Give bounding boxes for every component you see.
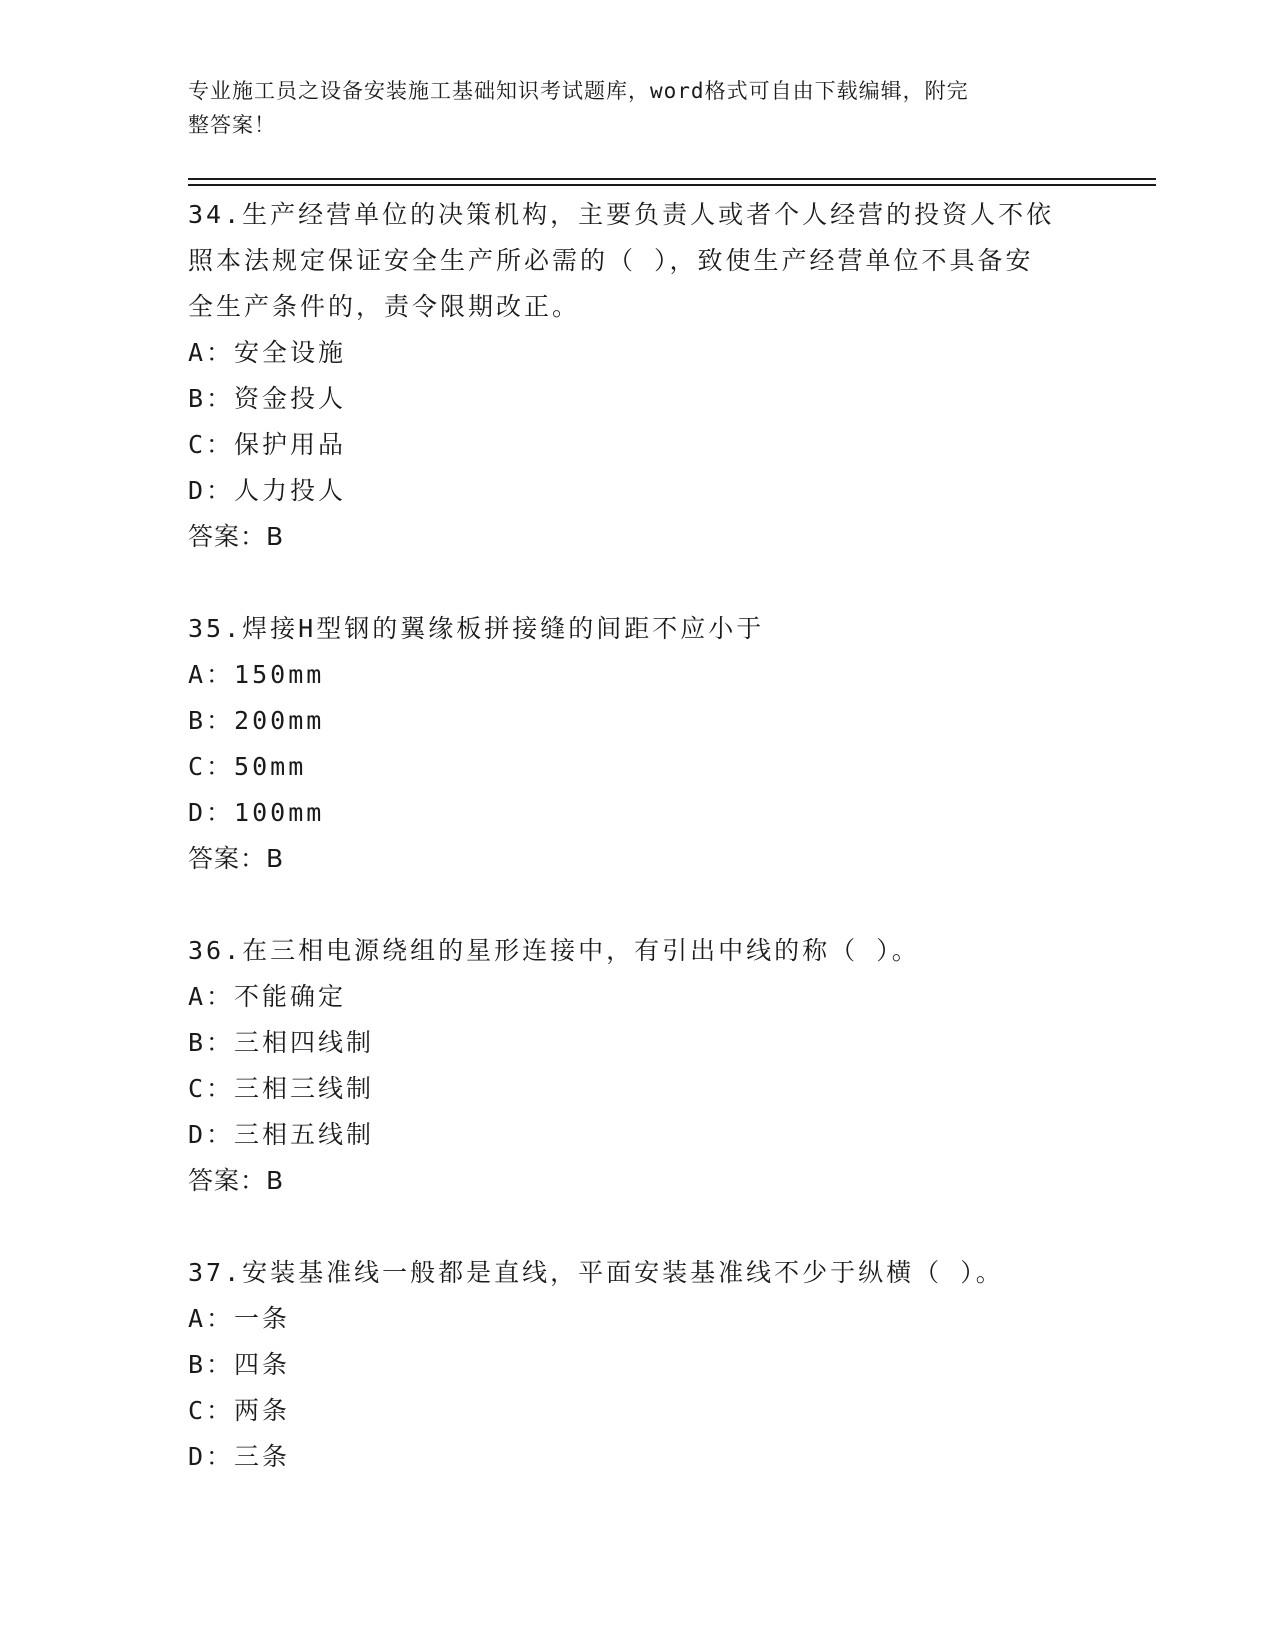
question-stem-line: 全生产条件的，责令限期改正。	[188, 292, 581, 321]
question-stem-line: 34.生产经营单位的决策机构，主要负责人或者个人经营的投资人不依	[188, 200, 1055, 229]
answer: 答案：B	[188, 1166, 285, 1195]
option-c: C：保护用品	[188, 430, 347, 459]
question-34	[188, 192, 1088, 560]
option-d: D：100mm	[188, 798, 325, 827]
option-d: D：三相五线制	[188, 1120, 375, 1149]
header-line-2: 整答案！	[188, 113, 276, 137]
header-line-1: 专业施工员之设备安装施工基础知识考试题库，word格式可自由下载编辑，附完	[188, 79, 969, 103]
question-36	[188, 928, 1088, 1204]
option-b: B：四条	[188, 1350, 291, 1379]
option-a: A：不能确定	[188, 982, 347, 1011]
answer: 答案：B	[188, 844, 285, 873]
question-stem-line: 36.在三相电源绕组的星形连接中，有引出中线的称（ ）。	[188, 936, 920, 965]
option-d: D：三条	[188, 1442, 291, 1471]
option-c: C：三相三线制	[188, 1074, 375, 1103]
question-stem-line: 照本法规定保证安全生产所必需的（ ），致使生产经营单位不具备安	[188, 246, 1034, 275]
option-b: B：200mm	[188, 706, 325, 735]
question-stem-line: 35.焊接H型钢的翼缘板拼接缝的间距不应小于	[188, 614, 765, 643]
question-list	[188, 192, 1088, 1526]
option-c: C：两条	[188, 1396, 291, 1425]
document-header	[188, 74, 1068, 142]
option-d: D：人力投人	[188, 476, 347, 505]
answer: 答案：B	[188, 522, 285, 551]
question-35	[188, 606, 1088, 882]
option-b: B：资金投人	[188, 384, 347, 413]
question-37	[188, 1250, 1088, 1480]
option-a: A：150mm	[188, 660, 325, 689]
option-b: B：三相四线制	[188, 1028, 375, 1057]
option-c: C：50mm	[188, 752, 307, 781]
option-a: A：一条	[188, 1304, 291, 1333]
header-divider-top	[188, 178, 1156, 180]
option-a: A：安全设施	[188, 338, 347, 367]
header-divider-bottom	[188, 184, 1156, 186]
question-stem-line: 37.安装基准线一般都是直线，平面安装基准线不少于纵横（ ）。	[188, 1258, 1004, 1287]
